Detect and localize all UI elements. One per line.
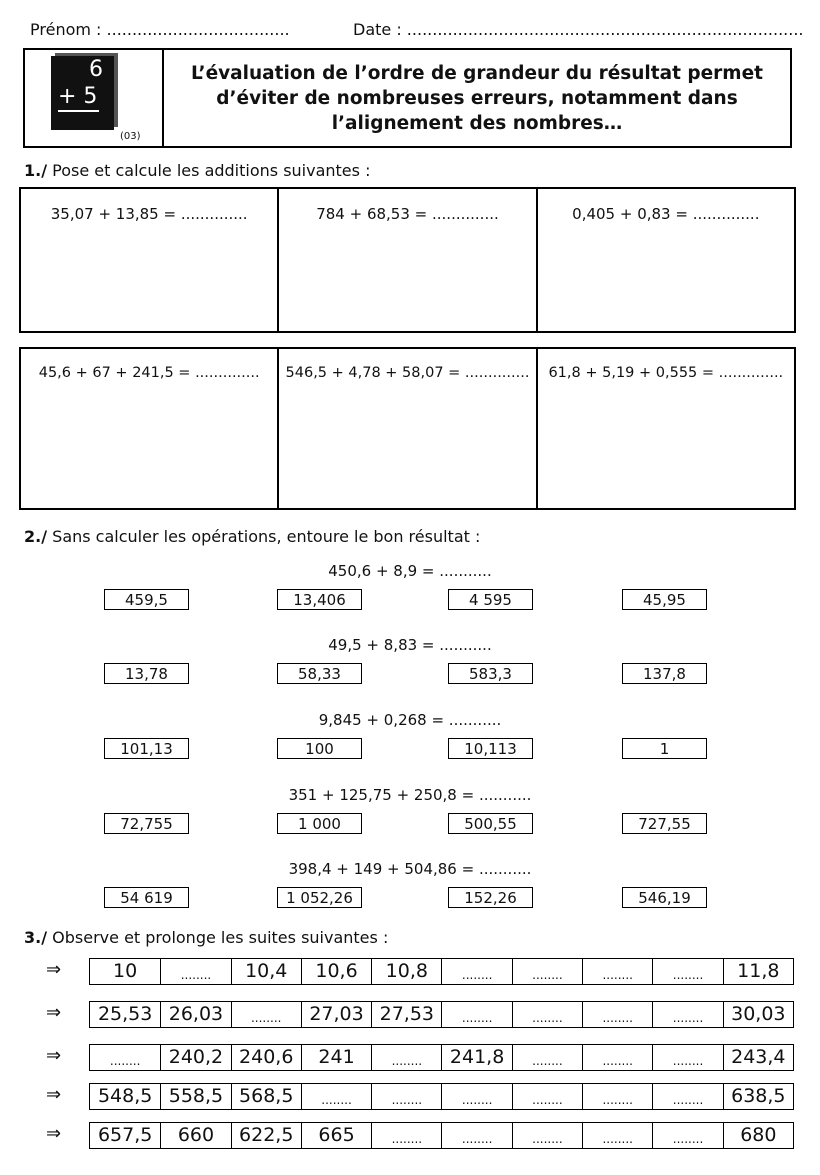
sequence-cell[interactable]: ........ — [160, 959, 230, 984]
sequence-cell: 680 — [723, 1123, 793, 1148]
sequence-cell: 558,5 — [160, 1084, 230, 1109]
sequence-cell: 26,03 — [160, 1002, 230, 1027]
sequence-cell: 548,5 — [97, 1085, 153, 1107]
sequence-cell: 240,2 — [160, 1045, 230, 1070]
ex2-option-box[interactable]: 10,113 — [448, 738, 533, 759]
ex2-expression: 450,6 + 8,9 = ........... — [328, 562, 492, 580]
header-title — [164, 50, 790, 146]
sequence-cell[interactable]: ........ — [301, 1084, 371, 1109]
ex2-option-box[interactable]: 4 595 — [448, 589, 533, 610]
sequence-cell[interactable]: ........ — [652, 1084, 722, 1109]
sequence-arrow-icon: ⇒ — [46, 959, 62, 980]
ex3-instruction: Observe et prolonge les suites suivantes : — [52, 928, 389, 947]
ex1-grid-row-1 — [19, 187, 796, 333]
sequence-cell: 27,53 — [371, 1002, 441, 1027]
sequence-cell[interactable]: ........ — [231, 1002, 301, 1027]
sequence-cell: 240,6 — [231, 1045, 301, 1070]
sequence-arrow-icon: ⇒ — [46, 1045, 62, 1066]
ex2-instruction: Sans calculer les opérations, entoure le bon résultat : — [52, 527, 481, 546]
sequence-cell[interactable]: ........ — [371, 1123, 441, 1148]
ex3-number: 3./ — [24, 928, 48, 947]
sequence-cell[interactable]: ........ — [512, 1123, 582, 1148]
sequence-row — [89, 1001, 794, 1028]
ex2-option-box[interactable]: 500,55 — [448, 813, 533, 834]
sequence-arrow-icon: ⇒ — [46, 1123, 62, 1144]
ex2-option-box[interactable]: 1 000 — [277, 813, 362, 834]
title-line-1: L’évaluation de l’ordre de grandeur du résultat permet — [191, 62, 763, 84]
sequence-cell[interactable]: ........ — [512, 1084, 582, 1109]
sequence-cell: 638,5 — [723, 1084, 793, 1109]
ex1-cell[interactable]: 546,5 + 4,78 + 58,07 = .............. — [277, 349, 535, 508]
ex2-option-box[interactable]: 58,33 — [277, 663, 362, 684]
ex2-option-box[interactable]: 137,8 — [622, 663, 707, 684]
sequence-row — [89, 1083, 794, 1110]
date-field[interactable]: Date : .............................................................................. — [353, 20, 804, 39]
ex2-expression: 9,845 + 0,268 = ........... — [318, 711, 502, 729]
sequence-cell: 10,8 — [371, 959, 441, 984]
ex2-expression: 351 + 125,75 + 250,8 = ........... — [288, 786, 532, 804]
sequence-cell[interactable]: ........ — [582, 959, 652, 984]
sequence-cell[interactable]: ........ — [582, 1002, 652, 1027]
ex2-option-box[interactable]: 13,406 — [277, 589, 362, 610]
ex2-expression: 398,4 + 149 + 504,86 = ........... — [288, 860, 532, 878]
sequence-cell: 11,8 — [723, 959, 793, 984]
ex1-cell[interactable]: 61,8 + 5,19 + 0,555 = .............. — [536, 349, 794, 508]
ex1-grid-row-2 — [19, 347, 796, 510]
prenom-field[interactable]: Prénom : .................................... — [30, 20, 290, 39]
sequence-row — [89, 1044, 794, 1071]
ex2-option-box[interactable]: 459,5 — [104, 589, 189, 610]
ex1-heading — [24, 161, 370, 180]
logo-top: 6 — [89, 57, 103, 82]
addition-logo-icon — [51, 56, 114, 130]
ex2-option-box[interactable]: 54 619 — [104, 887, 189, 908]
ex2-option-box[interactable]: 100 — [277, 738, 362, 759]
ex2-option-box[interactable]: 727,55 — [622, 813, 707, 834]
sequence-cell[interactable]: ........ — [582, 1045, 652, 1070]
sequence-cell[interactable]: ........ — [652, 1045, 722, 1070]
ex2-option-box[interactable]: 72,755 — [104, 813, 189, 834]
ex1-cell[interactable]: 45,6 + 67 + 241,5 = .............. — [38, 365, 260, 381]
sequence-cell[interactable]: ........ — [512, 1045, 582, 1070]
sequence-cell: 241,8 — [441, 1045, 511, 1070]
sequence-cell[interactable]: ........ — [512, 1002, 582, 1027]
sequence-cell[interactable]: ........ — [652, 959, 722, 984]
ex1-cell[interactable]: 35,07 + 13,85 = .............. — [50, 205, 248, 223]
sequence-cell[interactable]: ........ — [441, 1002, 511, 1027]
sequence-cell: 27,03 — [301, 1002, 371, 1027]
sequence-cell[interactable]: ........ — [371, 1045, 441, 1070]
sequence-cell[interactable]: ........ — [441, 959, 511, 984]
sequence-row — [89, 958, 794, 985]
sequence-cell: 30,03 — [723, 1002, 793, 1027]
title-line-2: d’éviter de nombreuses erreurs, notamment dans — [216, 87, 738, 109]
sequence-cell: 10 — [113, 960, 138, 982]
sequence-cell: 10,6 — [301, 959, 371, 984]
sequence-cell: 241 — [301, 1045, 371, 1070]
ex2-option-box[interactable]: 152,26 — [448, 887, 533, 908]
ex1-number: 1./ — [24, 161, 48, 180]
ex2-option-box[interactable]: 45,95 — [622, 589, 707, 610]
ex2-option-box[interactable]: 546,19 — [622, 887, 707, 908]
sequence-arrow-icon: ⇒ — [46, 1084, 62, 1105]
ex2-number: 2./ — [24, 527, 48, 546]
ex3-heading — [24, 928, 388, 947]
sequence-cell[interactable]: ........ — [441, 1123, 511, 1148]
sequence-cell: 25,53 — [97, 1003, 153, 1025]
sequence-cell: 10,4 — [231, 959, 301, 984]
sequence-cell[interactable]: ........ — [652, 1002, 722, 1027]
sequence-cell: 568,5 — [231, 1084, 301, 1109]
sequence-cell[interactable]: ........ — [441, 1084, 511, 1109]
sequence-cell[interactable]: ........ — [652, 1123, 722, 1148]
sequence-arrow-icon: ⇒ — [46, 1002, 62, 1023]
sequence-cell: 660 — [160, 1123, 230, 1148]
ex2-option-box[interactable]: 1 — [622, 738, 707, 759]
sequence-cell[interactable]: ........ — [582, 1084, 652, 1109]
logo-bottom: + 5 — [58, 84, 99, 112]
sequence-cell[interactable]: ........ — [512, 959, 582, 984]
sequence-cell[interactable]: ........ — [371, 1084, 441, 1109]
sequence-cell[interactable]: ........ — [109, 1054, 141, 1068]
ex2-option-box[interactable]: 1 052,26 — [277, 887, 362, 908]
sequence-cell[interactable]: ........ — [582, 1123, 652, 1148]
sequence-cell: 243,4 — [723, 1045, 793, 1070]
sequence-row — [89, 1122, 794, 1149]
ex2-option-box[interactable]: 13,78 — [104, 663, 189, 684]
title-line-3: l’alignement des nombres… — [331, 112, 623, 134]
ex2-heading — [24, 527, 480, 546]
ex2-expression: 49,5 + 8,83 = ........... — [328, 636, 492, 654]
ex1-instruction: Pose et calcule les additions suivantes : — [52, 161, 371, 180]
ex2-option-box[interactable]: 583,3 — [448, 663, 533, 684]
sequence-cell: 657,5 — [97, 1124, 153, 1146]
ex2-option-box[interactable]: 101,13 — [104, 738, 189, 759]
header-box — [23, 48, 792, 148]
ex1-cell[interactable]: 0,405 + 0,83 = .............. — [536, 189, 794, 331]
sheet-code: (03) — [120, 131, 141, 142]
ex1-cell[interactable]: 784 + 68,53 = .............. — [277, 189, 535, 331]
sequence-cell: 622,5 — [231, 1123, 301, 1148]
sequence-cell: 665 — [301, 1123, 371, 1148]
